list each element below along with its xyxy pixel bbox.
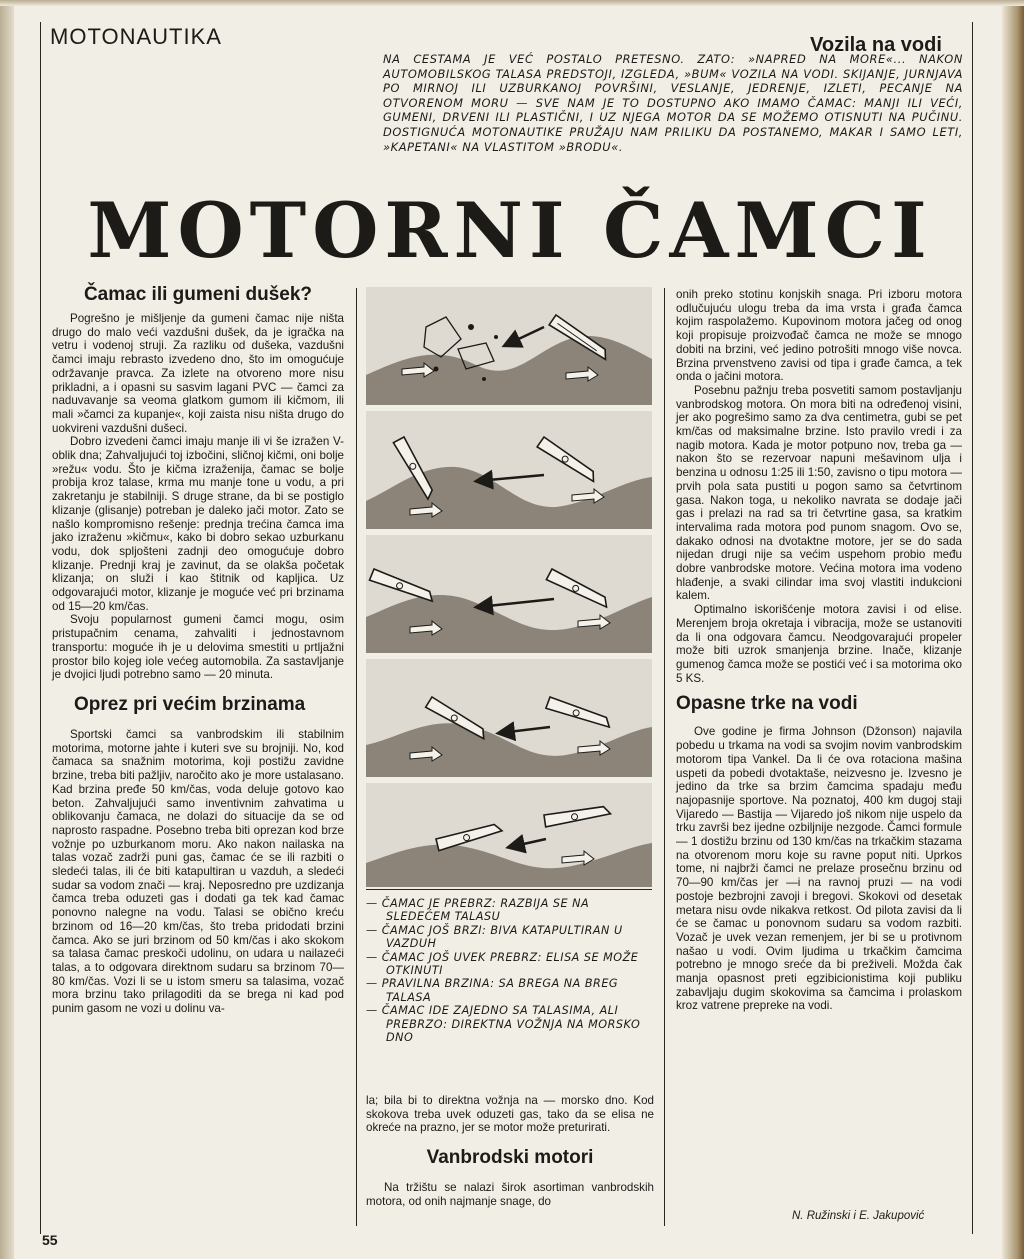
- heading-vanbrodski-motori: Vanbrodski motori: [426, 1147, 594, 1169]
- header-title: Vozila na vodi: [810, 34, 942, 56]
- intro-text: NA CESTAMA JE VEĆ POSTALO PRETESNO. ZATO: »NAPRED NA MORE«... NAKON AUTOMOBILSKOG TALASA PREDSTOJI, IZGLEDA, »BUM« VOZILA NA VODI. SKIJANJE, JURNJAVA PO MIRNOJ ILI UZBURKANOJ POVRŠINI, VESLANJE, JEDRENJE, IZLETI, PECANJE NA OTVORENOM MORU — SVE NAM JE TO DOSTUPNO AKO IMAMO ČAMAC: MANJI ILI VEĆI, GUMENI, DRVENI ILI PLASTIČNI, I UZ NJEGA MOTOR DA SE MOŽEMO OTISNUTI NA PUČINU. DOSTIGNUĆA MOTONAUTIKE PRUŽAJU NAM PRILIKU DA POSTANEMO, MAKAR I SAMO LETI, »KAPETANI« NA VLASTITOM »BRODU«.: [383, 52, 963, 154]
- caption-2: — ČAMAC JOŠ BRZI: BIVA KATAPULTIRAN U VAZDUH: [366, 923, 623, 951]
- col3-paragraph-2: Posebnu pažnju treba posvetiti samom postavljanju vanbrodskog motora. On mora biti na određenoj visini, jer ako pogrešimo samo za dva centimetra, gubi se pet km/čas od maksimalne brzine. Isto pravilo vredi i za nagib motora. Kada je motor potpuno nov, treba ga — nakon što se rezervoar napuni mešavinom ulja i benzina u odnosu 1:25 ili 1:50, zavisno o tipu motora — prvih pola sata pustiti u pogon samo sa četvrtinom gasa. Nakon toga, u nekoliko navrata se dodaje jači gas i prelazi na rad sa tri četvrtine gasa, sa kratkim intervalima rada motora pod punom snagom. Ovo se, dakako odnosi na dvotaktne motore, jer se do sada nijedan drugi nije sa većim uspehom probio među dobre vanbrodske motore. Većina motora ima vodeno hlađenje, a svaki cilindar ima svoj vlastiti indukcioni kalem.: [676, 383, 962, 603]
- page-edge-right: [1002, 0, 1024, 1259]
- right-margin-rule: [972, 22, 973, 1234]
- caption-5: — ČAMAC IDE ZAJEDNO SA TALASIMA, ALI PREBRZO: DIREKTNA VOŽNJA NA MORSKO DNO: [366, 1004, 641, 1045]
- section-label: MOTONAUTIKA: [50, 24, 222, 49]
- column-2: [366, 1094, 654, 1209]
- page-edge-left: [0, 0, 14, 1259]
- col3-paragraph-4: Ove godine je firma Johnson (Džonson) najavila pobedu u trkama na vodi sa svojim novim vanbrodskim motorom tipa Vankel. Da li će ova rotaciona mašina uspeti da pobedi dvotaktaše, neizvesno je. Izvesno je jedino da trke sa brzim čamcima spadaju među najopasnije sportove. Na poznatoj, 400 km dugoj staji Vijaredo — Bastija — Vijaredo još nikom nije uspelo da trku završi bez ijedne ozbiljnije nezgode. Čamci formule — 1 dostižu brzinu od 130 km/čas na trkačkim stazama na otvorenom moru koje su ravne poput niti. Uprkos tome, ni najbrži čamci ne prelaze prosečnu brzinu od 70—90 km/čas jer —i na ravnoj pruzi — na vodi postoje bezbrojni zavoji i bregovi. Skokovi od desetak metara nisu ovde nikakva retkost. Od pilota zavisi da li će se čamac u ponovnom sudaru sa vodom razbiti. Vozač je uvek vezan remenjem, jer bi se u protivnom našao u vodi. Ovim ljudima u trkačkim čamcima potrebno je mnogo sreće da bi preživeli. Možda čak manja opasnost preti egzibicionistima koji publiku zabavljaju dugim skokovima sa čamcima i prolaskom kroz vatrene prepreke na vodi.: [676, 725, 962, 1013]
- panel-1: [366, 287, 652, 405]
- col3-paragraph-1: onih preko stotinu konjskih snaga. Pri izboru motora odlučujuću ulogu treba da ima vrsta i građa čamca kojim raspolažemo. Kupovinom motora jačeg od onog koji propisuje proizvođač čamca ne može se mnogo dobiti na brzini, već jedino potrošiti mnogo više novca. Brzina prvenstveno zavisi od tipa i građe čamca, a tek onda o jačini motora.: [676, 288, 962, 384]
- column-rule-1: [356, 288, 357, 1226]
- panel-3: [366, 535, 652, 653]
- col1-paragraph-3: Svoju popularnost gumeni čamci mogu, osim pristupačnim cenama, zahvaliti i jednostavnom transportu: moguće ih je u delovima smestiti u prtljažni prostor bilo kojeg iole većeg automobila. Za sastavljanje je dvojici ljudi potrebno samo — 20 minuta.: [52, 613, 344, 682]
- illustration-svg: [366, 287, 652, 887]
- author-credit: N. Ružinski i E. Jakupović: [792, 1210, 925, 1222]
- main-title: MOTORNI ČAMCI: [87, 186, 933, 275]
- col3-paragraph-3: Optimalno iskorišćenje motora zavisi i od elise. Merenjem broja okretaja i vibracija, može se ustanoviti da li ona odgovara čamcu. Neodgovarajući propeler može biti uzrok smanjenja brzine. Inače, klizanje gumenog čamca može se postići već i sa motorima oko 5 KS.: [676, 603, 962, 685]
- col2-paragraph-1: la; bila bi to direktna vožnja na — morsko dno. Kod skokova treba uvek oduzeti gas, tako da se elisa ne okreće na prazno, jer se motor može preturirati.: [366, 1094, 654, 1135]
- col1-paragraph-4: Sportski čamci sa vanbrodskim ili stabilnim motorima, motorne jahte i kuteri sve su brojniji. No, kod čamaca sa snažnim motorima, koji postižu zavidne brzine, treba biti pažljiv, naročito ako je more ustalasano. Kad brzina pređe 50 km/čas, voda deluje gotovo kao beton. Zahvaljujući samo inventivnim zahvatima u oblikovanju čamaca, ne dolazi do situacije da se od naprosto raspadne. Posebno treba biti oprezan kod brze vožnje po uzburkanom moru. Ako nakon nailaska na talas vozač zadrži puni gas, čamac će se ili razbiti o sledeći talas, ili će biti katapultiran u vazduh, a sledeći sudar sa vodom znači — kraj. Neposredno pre uzdizanja čamca treba oduzeti gas i dodati ga tek kad čamac ponovno nalegne na vodu. Talasi se obično kreću brzinom od 16—20 km/čas, što treba pridodati brzini čamca. Ako se juri brzinom od 50 km/čas i ako skokom sa talasa čamac preskoči udolinu, on udara u nailazeći talas, a to odgovara direktnom sudaru sa brzinom 70—80 km/čas. Vozi li se u istom smeru sa talasima, vozač mora brzinu tako prilagoditi da se brega ni kad pod punim gasom ne vozi u dolinu va-: [52, 727, 344, 1016]
- panel-4: [366, 659, 652, 777]
- heading-opasne-trke: Opasne trke na vodi: [676, 693, 858, 715]
- col1-paragraph-2: Dobro izvedeni čamci imaju manje ili vi še izražen V-oblik dna; Zahvaljujući toj izbočini, sličnoj kičmi, oni bolje »režu« vodu. Što je kičma izraženija, čamac se bolje probija kroz talase, krma mu manje tone u vodu, a pri zakretanju je stabilniji. S druge strane, da bi se postiglo klizanje (glisanje) potreban je daleko jači motor. Zato se našlo kompromisno rešenje: prednja trećina čamca ima jako izraženu »kičmu«, kako bi dobro sekao uzburkanu vodu, dok spljošteni zadnji deo omogućuje dobro klizanje. Prednji kraj je zavinut, da se olakša početak klizanja; on služi i kao štitnik od kapljica. Uz odgovarajući motor, klizanje je moguće već pri brzinama od 15—20 km/čas.: [52, 435, 344, 613]
- col1-paragraph-1: Pogrešno je mišljenje da gumeni čamac nije ništa drugo do malo veći vazdušni dušek, da je igračka na vetru i vodenoj struji. Za razliku od dušeka, vazdušni čamci imaju rebrasto izvedeno dno, što im omogućuje održavanje pravca. Za izlete na otvoreno more nisu prikladni, a i opasni su sasvim lagani PVC — čamci za naduvavanje sa veoma glatkom gumom ili kičmom, ili mali »čamci za kupanje«, koji zaista nisu ništa drugo do uokvireni vazdušni dušeci.: [52, 312, 344, 435]
- column-3: [676, 288, 962, 1013]
- caption-3: — ČAMAC JOŠ UVEK PREBRZ: ELISA SE MOŽE OTKINUTI: [366, 950, 639, 978]
- panel-2: [366, 411, 652, 529]
- illustration-rule: [366, 889, 652, 890]
- page-number: 55: [42, 1232, 58, 1248]
- heading-camac-ili-dusek: Čamac ili gumeni dušek?: [83, 284, 313, 305]
- column-rule-2: [664, 288, 665, 1226]
- panel-5: [366, 783, 652, 887]
- page-edge-top: [0, 0, 1024, 6]
- left-margin-rule: [40, 22, 41, 1234]
- boat-speed-illustration: [366, 287, 652, 887]
- col2-paragraph-2: Na tržištu se nalazi širok asortiman vanbrodskih motora, od onih najmanje snage, do: [366, 1181, 654, 1208]
- heading-oprez: Oprez pri većim brzinama: [74, 693, 306, 715]
- illustration-captions: [366, 897, 656, 1044]
- caption-4: — PRAVILNA BRZINA: SA BREGA NA BREG TALASA: [366, 977, 619, 1004]
- caption-1: — ČAMAC JE PREBRZ: RAZBIJA SE NA SLEDEĆEM TALASU: [366, 897, 590, 924]
- column-1: [52, 284, 344, 1016]
